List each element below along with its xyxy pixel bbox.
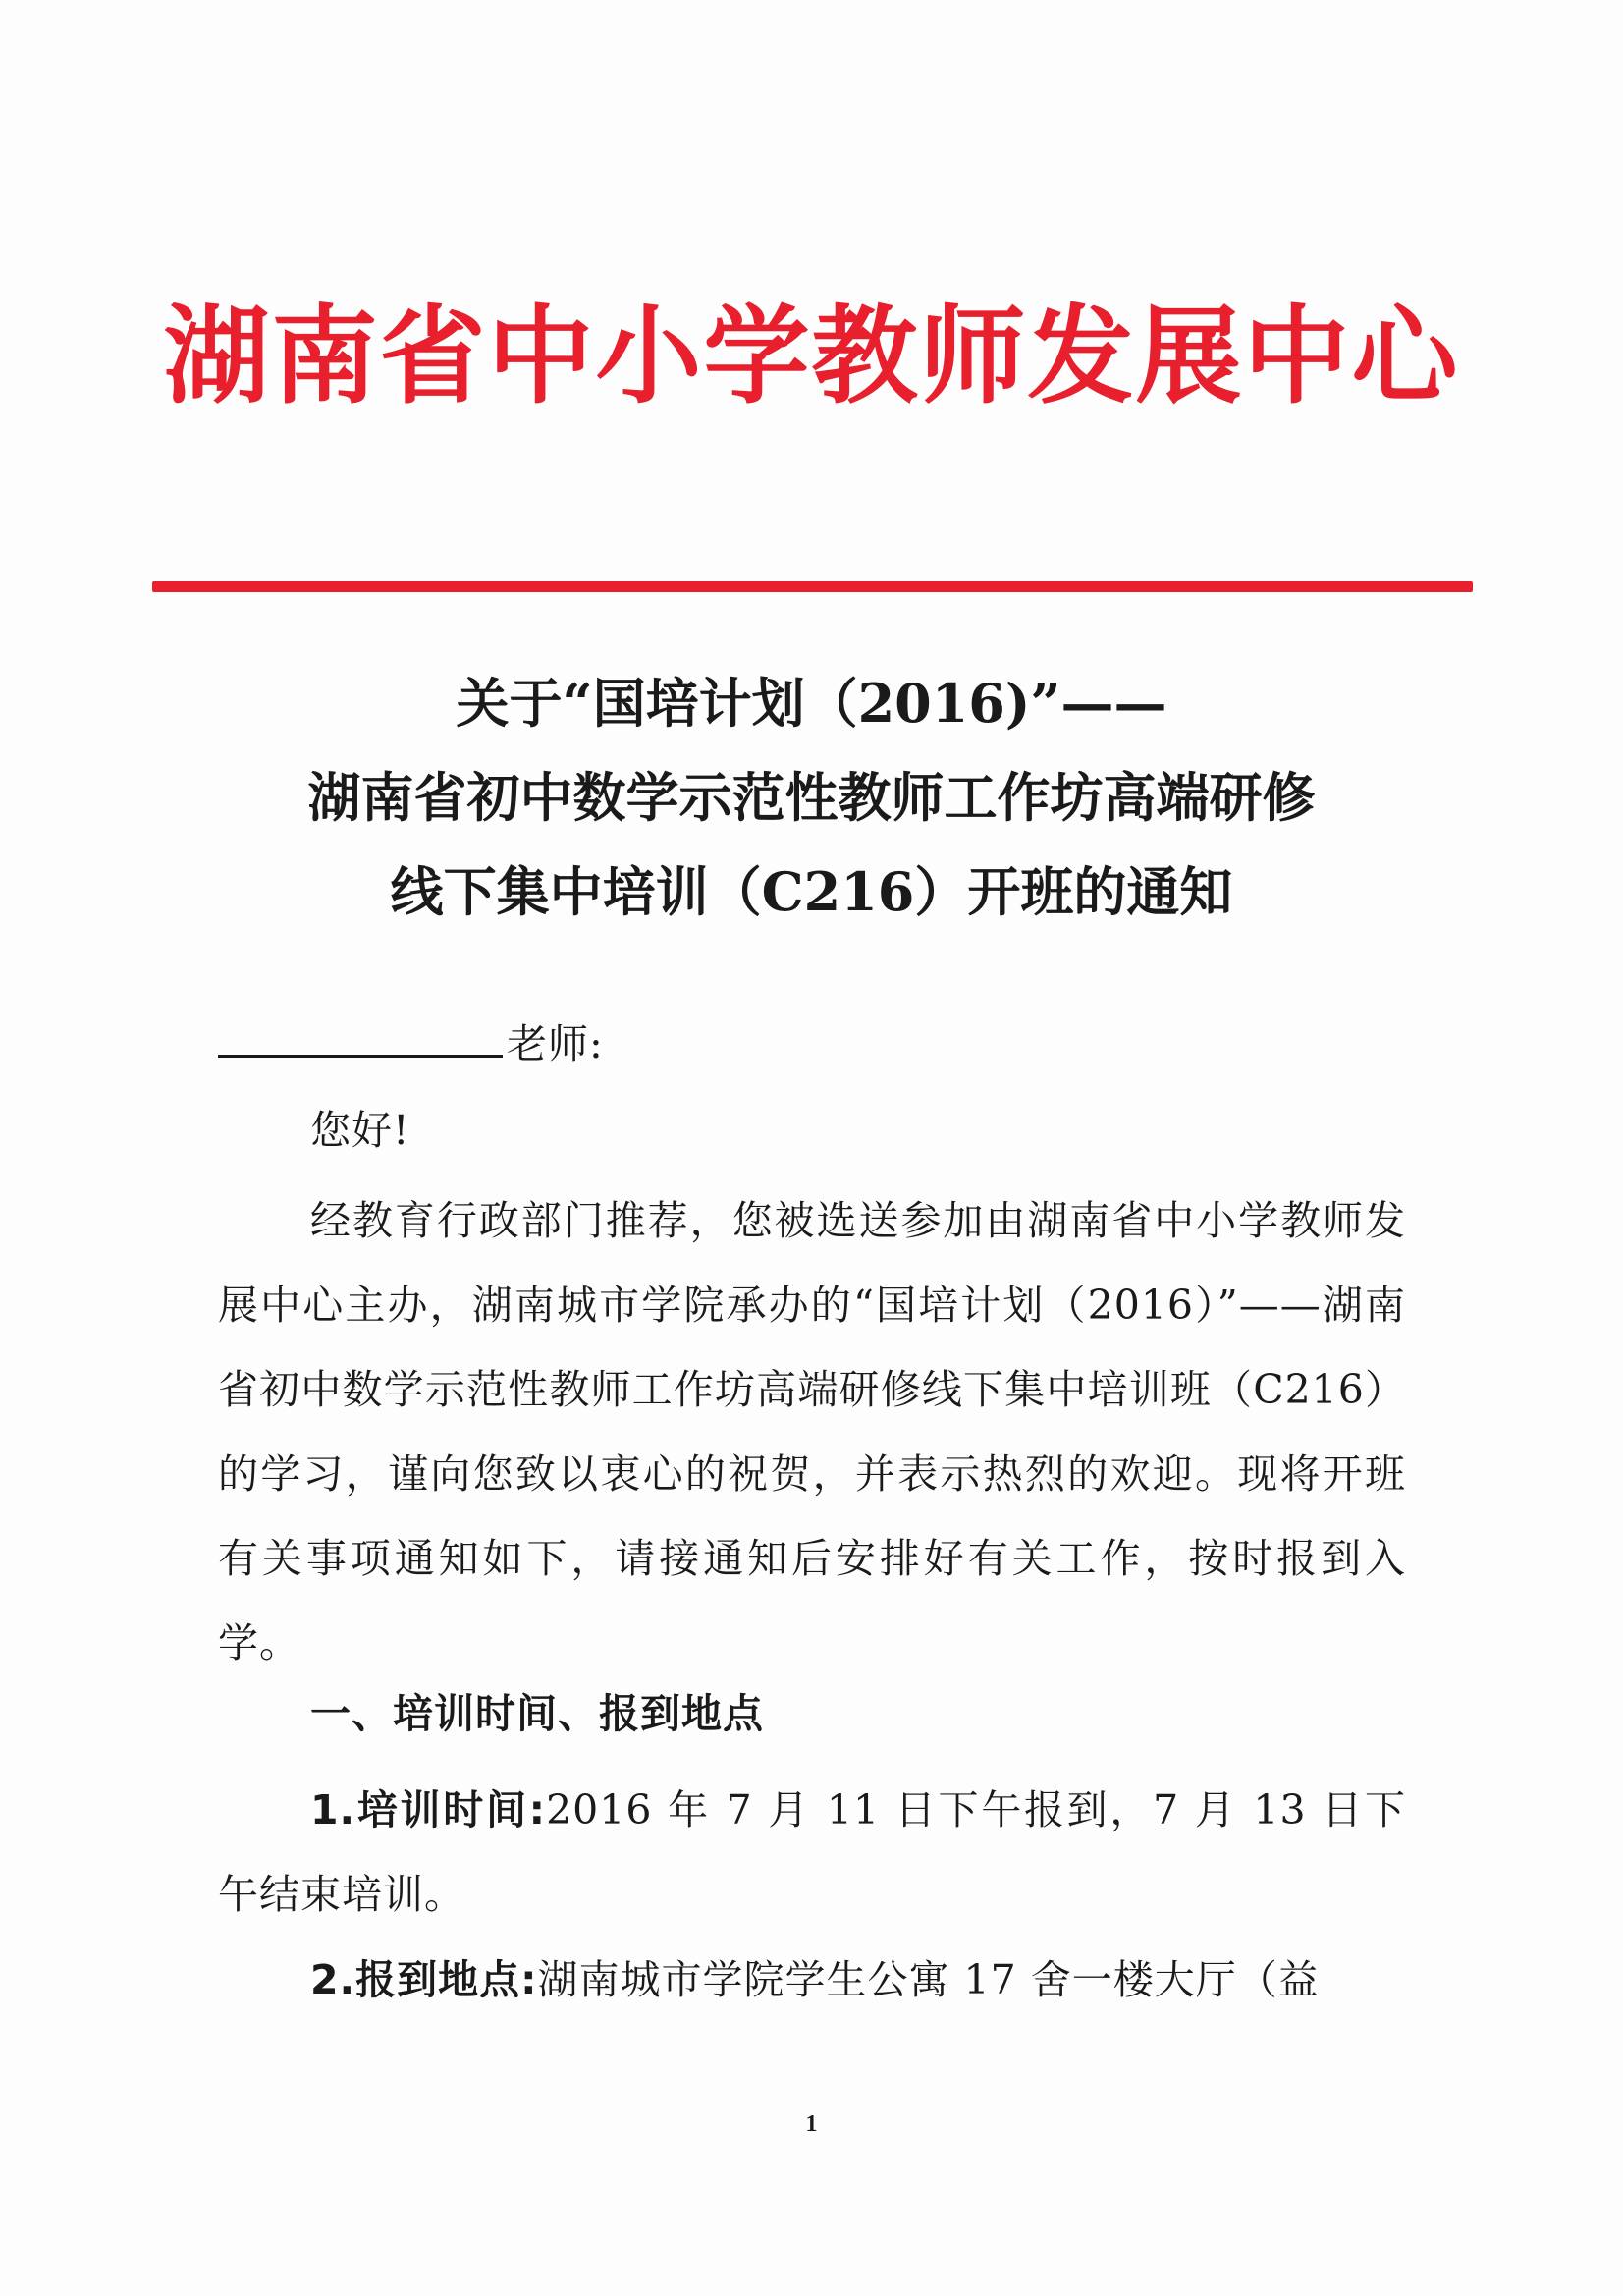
training-time-text: 2016 年 7 月 11 日下午报到，7 月 13 日下午结束培训。 xyxy=(218,1786,1406,1918)
salutation xyxy=(218,1011,1406,1069)
title-line-3: 线下集中培训（C216）开班的通知 xyxy=(390,860,1233,923)
header-red-rule xyxy=(152,581,1473,592)
org-header-title: 湖南省中小学教师发展中心 xyxy=(163,296,1460,418)
greeting: 您好! xyxy=(310,1107,410,1154)
document-title xyxy=(0,656,1623,939)
title-line-1: 关于“国培计划（2016)”—— xyxy=(456,672,1167,735)
page-number: 1 xyxy=(805,2111,818,2137)
training-time-item xyxy=(218,1768,1406,1937)
check-in-location-item xyxy=(218,1938,1406,2022)
recipient-name-blank xyxy=(218,1017,503,1058)
check-in-location-text: 湖南城市学院学生公寓 17 舍一楼大厅（益 xyxy=(537,1956,1320,2003)
salutation-suffix: 老师: xyxy=(507,1020,604,1067)
section-heading: 一、培训时间、报到地点 xyxy=(310,1690,764,1737)
check-in-location-label: 2.报到地点: xyxy=(310,1956,538,2003)
title-line-2: 湖南省初中数学示范性教师工作坊高端研修 xyxy=(307,766,1316,829)
intro-paragraph: 经教育行政部门推荐，您被选送参加由湖南省中小学教师发展中心主办，湖南城市学院承办的“国培计划（2016）”——湖南省初中数学示范性教师工作坊高端研修线下集中培训班（C216）的学习，谨向您致以衷心的祝贺，并表示热烈的欢迎。现将开班有关事项通知如下，请接通知后安排好有关工作，按时报到入学。 xyxy=(218,1197,1406,1667)
training-time-label: 1.培训时间: xyxy=(310,1786,547,1833)
